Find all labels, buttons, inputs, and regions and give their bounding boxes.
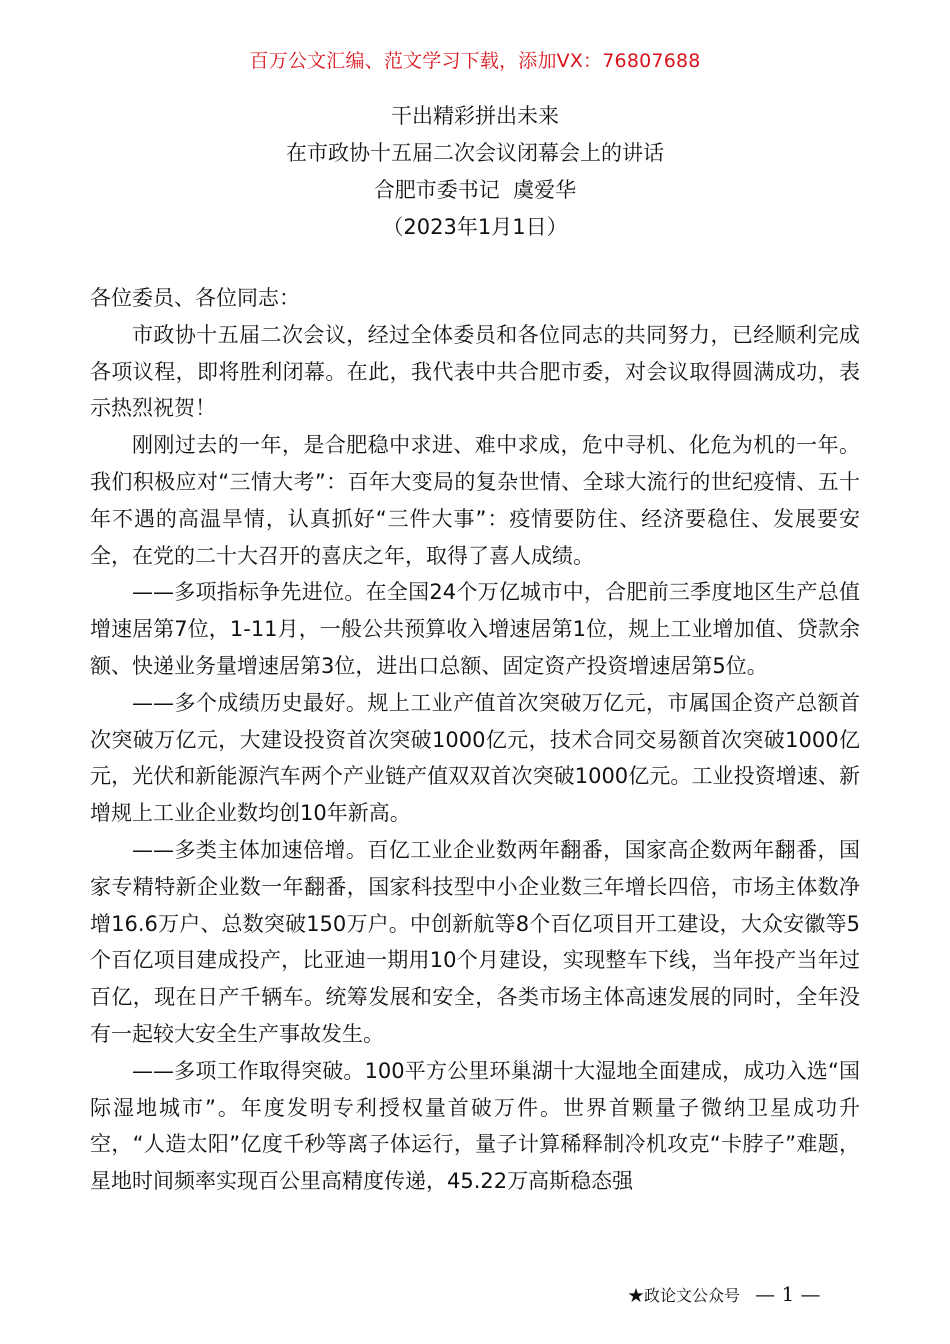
document-body [90,280,860,1200]
paragraph: 市政协十五届二次会议，经过全体委员和各位同志的共同努力，已经顺利完成各项议程，即将胜利闭幕。在此，我代表中共合肥市委，对会议取得圆满成功，表示热烈祝贺！ [90,322,860,421]
document-author: 合肥市委书记 虞爱华 [373,178,577,202]
paragraph: ——多项指标争先进位。在全国24个万亿城市中，合肥前三季度地区生产总值增速居第7位，1-11月，一般公共预算收入增速居第1位，规上工业增加值、贷款余额、快递业务量增速居第3位，进出口总额、固定资产投资增速居第5位。 [90,580,860,678]
paragraph: ——多类主体加速倍增。百亿工业企业数两年翻番，国家高企数两年翻番，国家专精特新企业数一年翻番，国家科技型中小企业数三年增长四倍，市场主体数净增16.6万户、总数突破150万户。中创新航等8个百亿项目开工建设，大众安徽等5个百亿项目建成投产，比亚迪一期用10个月建设，实现整车下线，当年投产当年过百亿，现在日产千辆车。统筹发展和安全，各类市场主体高速发展的同时，全年没有一起较大安全生产事故发生。 [90,837,860,1046]
paragraph: ——多项工作取得突破。100平方公里环巢湖十大湿地全面建成，成功入选“国际湿地城市”。年度发明专利授权量首破万件。世界首颗量子微纳卫星成功升空，“人造太阳”亿度千秒等离子体运行，量子计算稀释制冷机攻克“卡脖子”难题，星地时间频率实现百公里高精度传递，45.22万高斯稳态强 [90,1058,860,1194]
paragraph: ——多个成绩历史最好。规上工业产值首次突破万亿元，市属国企资产总额首次突破万亿元，大建设投资首次突破1000亿元，技术合同交易额首次突破1000亿元，光伏和新能源汽车两个产业链产值双双首次突破1000亿元。工业投资增速、新增规上工业企业数均创10年新高。 [90,690,860,826]
document-date: （2023年1月1日） [382,215,568,239]
paragraph: 刚刚过去的一年，是合肥稳中求进、难中求成，危中寻机、化危为机的一年。我们积极应对“三情大考”：百年大变局的复杂世情、全球大流行的世纪疫情、五十年不遇的高温旱情，认真抓好“三件大事”：疫情要防住、经济要稳住、发展要安全，在党的二十大召开的喜庆之年，取得了喜人成绩。 [90,433,860,568]
salutation: 各位委员、各位同志： [90,286,300,310]
document-title: 干出精彩拼出未来 [391,104,559,128]
footer-source: ★政论文公众号 [628,1286,741,1305]
title-block [0,98,950,246]
page-footer [628,1282,821,1306]
page-number: — 1 — [755,1282,821,1306]
promo-banner: 百万公文汇编、范文学习下载，添加VX：76807688 [249,50,701,72]
document-subtitle: 在市政协十五届二次会议闭幕会上的讲话 [286,141,664,165]
